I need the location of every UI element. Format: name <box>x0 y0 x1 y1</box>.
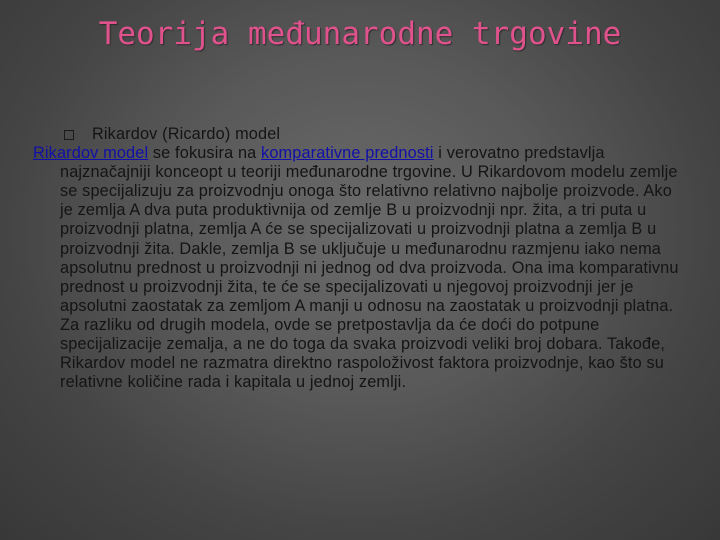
bullet-heading: Rikardov (Ricardo) model <box>92 125 281 143</box>
bullet-square-icon <box>64 130 74 140</box>
slide-title: Teorija međunarodne trgovine <box>98 16 622 52</box>
komparativne-prednosti-link[interactable]: komparativne prednosti <box>261 144 434 163</box>
paragraph-text-1: se fokusira na <box>148 144 262 163</box>
bullet-item <box>64 125 700 144</box>
paragraph-text-2: i verovatno predstavlja najznačajniji konceopt u teoriji međunarodne trgovine. U Rikardovom modelu zemlje se specijalizuju za proizvodnju onoga što relativno relativno najbolje proizvode. Ako je zemlja A dva puta produktivnija od zemlje B u proizvodnji npr. žita, a tri puta u proizvodnji platna, zemlja A će se specijalizovati u proizvodnji platna a zemlja B u proizvodnji žita. Dakle, zemlja B se uključuje u međunarodnu razmjenu iako nema apsolutnu prednost u proizvodnji ni jednog od dva proizvoda. Ona ima komparativnu prednost u proizvodnji žita, te će se specijalizovati u njegovoj proizvodnji jer je apsolutni zaostatak za zemljom A manji u odnosu na zaostatak u proizvodnji platna. Za razliku od drugih modela, ovde se pretpostavlja da će doći do potpune specijalizacije zemalja, a ne do toga da svaka proizvodi veliki broj dobara. Takođe, Rikardov model ne razmatra direktno raspoloživost faktora proizvodnje, kao što su relativne količine rada i kapitala u jednoj zemlji. <box>60 144 679 392</box>
slide-content <box>33 125 700 392</box>
body-paragraph <box>33 144 685 392</box>
rikardov-model-link[interactable]: Rikardov model <box>33 144 149 163</box>
